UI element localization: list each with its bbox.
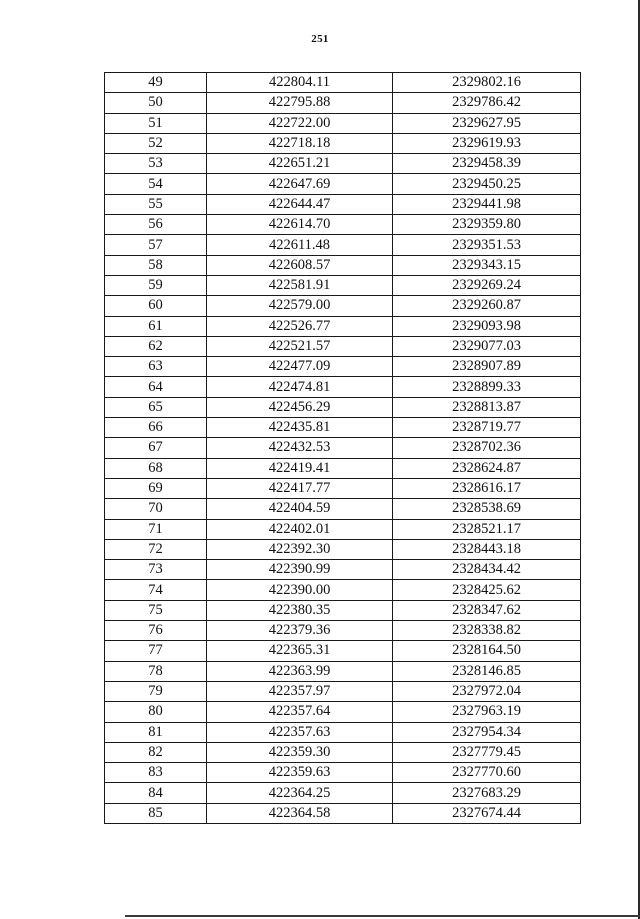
x-coordinate-cell: 422359.30 [207, 742, 393, 762]
point-number-cell: 57 [105, 235, 207, 255]
point-number-cell: 60 [105, 296, 207, 316]
y-coordinate-cell: 2328538.69 [393, 499, 581, 519]
table-row [105, 336, 581, 356]
x-coordinate-cell: 422718.18 [207, 133, 393, 153]
x-coordinate-cell: 422390.99 [207, 560, 393, 580]
point-number-cell: 64 [105, 377, 207, 397]
y-coordinate-cell: 2327972.04 [393, 681, 581, 701]
point-number-cell: 52 [105, 133, 207, 153]
point-number-cell: 70 [105, 499, 207, 519]
y-coordinate-cell: 2328907.89 [393, 357, 581, 377]
point-number-cell: 61 [105, 316, 207, 336]
table-row [105, 275, 581, 295]
point-number-cell: 81 [105, 722, 207, 742]
x-coordinate-cell: 422380.35 [207, 600, 393, 620]
y-coordinate-cell: 2329802.16 [393, 73, 581, 93]
point-number-cell: 78 [105, 661, 207, 681]
x-coordinate-cell: 422364.25 [207, 783, 393, 803]
table-row [105, 722, 581, 742]
table-row [105, 397, 581, 417]
y-coordinate-cell: 2328702.36 [393, 438, 581, 458]
x-coordinate-cell: 422581.91 [207, 275, 393, 295]
table-row [105, 763, 581, 783]
y-coordinate-cell: 2329351.53 [393, 235, 581, 255]
table-row [105, 702, 581, 722]
y-coordinate-cell: 2329786.42 [393, 93, 581, 113]
point-number-cell: 76 [105, 621, 207, 641]
table-row [105, 93, 581, 113]
point-number-cell: 51 [105, 113, 207, 133]
point-number-cell: 62 [105, 336, 207, 356]
x-coordinate-cell: 422359.63 [207, 763, 393, 783]
y-coordinate-cell: 2329627.95 [393, 113, 581, 133]
y-coordinate-cell: 2328719.77 [393, 418, 581, 438]
x-coordinate-cell: 422365.31 [207, 641, 393, 661]
y-coordinate-cell: 2329343.15 [393, 255, 581, 275]
point-number-cell: 79 [105, 681, 207, 701]
x-coordinate-cell: 422402.01 [207, 519, 393, 539]
x-coordinate-cell: 422456.29 [207, 397, 393, 417]
point-number-cell: 65 [105, 397, 207, 417]
x-coordinate-cell: 422722.00 [207, 113, 393, 133]
x-coordinate-cell: 422392.30 [207, 539, 393, 559]
x-coordinate-cell: 422435.81 [207, 418, 393, 438]
y-coordinate-cell: 2328338.82 [393, 621, 581, 641]
y-coordinate-cell: 2328813.87 [393, 397, 581, 417]
point-number-cell: 73 [105, 560, 207, 580]
table-row [105, 803, 581, 823]
point-number-cell: 66 [105, 418, 207, 438]
table-row [105, 255, 581, 275]
scan-edge-bottom [125, 915, 640, 917]
x-coordinate-cell: 422417.77 [207, 478, 393, 498]
y-coordinate-cell: 2328434.42 [393, 560, 581, 580]
x-coordinate-cell: 422364.58 [207, 803, 393, 823]
point-number-cell: 80 [105, 702, 207, 722]
table-row [105, 742, 581, 762]
x-coordinate-cell: 422432.53 [207, 438, 393, 458]
y-coordinate-cell: 2329269.24 [393, 275, 581, 295]
table-row [105, 600, 581, 620]
table-row [105, 539, 581, 559]
y-coordinate-cell: 2328443.18 [393, 539, 581, 559]
x-coordinate-cell: 422579.00 [207, 296, 393, 316]
table-row [105, 519, 581, 539]
table-row [105, 316, 581, 336]
point-number-cell: 74 [105, 580, 207, 600]
y-coordinate-cell: 2328624.87 [393, 458, 581, 478]
x-coordinate-cell: 422357.63 [207, 722, 393, 742]
y-coordinate-cell: 2329441.98 [393, 194, 581, 214]
coordinates-table-body [105, 73, 581, 824]
table-row [105, 438, 581, 458]
y-coordinate-cell: 2328521.17 [393, 519, 581, 539]
point-number-cell: 68 [105, 458, 207, 478]
table-row [105, 580, 581, 600]
x-coordinate-cell: 422474.81 [207, 377, 393, 397]
table-row [105, 641, 581, 661]
y-coordinate-cell: 2327779.45 [393, 742, 581, 762]
table-row [105, 235, 581, 255]
point-number-cell: 71 [105, 519, 207, 539]
x-coordinate-cell: 422357.64 [207, 702, 393, 722]
y-coordinate-cell: 2329260.87 [393, 296, 581, 316]
y-coordinate-cell: 2329359.80 [393, 215, 581, 235]
table-row [105, 458, 581, 478]
x-coordinate-cell: 422611.48 [207, 235, 393, 255]
point-number-cell: 63 [105, 357, 207, 377]
x-coordinate-cell: 422357.97 [207, 681, 393, 701]
y-coordinate-cell: 2328616.17 [393, 478, 581, 498]
point-number-cell: 77 [105, 641, 207, 661]
x-coordinate-cell: 422614.70 [207, 215, 393, 235]
y-coordinate-cell: 2328164.50 [393, 641, 581, 661]
table-row [105, 154, 581, 174]
y-coordinate-cell: 2327770.60 [393, 763, 581, 783]
x-coordinate-cell: 422419.41 [207, 458, 393, 478]
y-coordinate-cell: 2329619.93 [393, 133, 581, 153]
y-coordinate-cell: 2328146.85 [393, 661, 581, 681]
point-number-cell: 50 [105, 93, 207, 113]
x-coordinate-cell: 422608.57 [207, 255, 393, 275]
point-number-cell: 75 [105, 600, 207, 620]
table-row [105, 194, 581, 214]
x-coordinate-cell: 422477.09 [207, 357, 393, 377]
y-coordinate-cell: 2328425.62 [393, 580, 581, 600]
table-row [105, 113, 581, 133]
y-coordinate-cell: 2329458.39 [393, 154, 581, 174]
table-row [105, 783, 581, 803]
table-row [105, 499, 581, 519]
y-coordinate-cell: 2327674.44 [393, 803, 581, 823]
table-row [105, 478, 581, 498]
table-row [105, 377, 581, 397]
coordinates-table [104, 72, 581, 824]
x-coordinate-cell: 422390.00 [207, 580, 393, 600]
y-coordinate-cell: 2328347.62 [393, 600, 581, 620]
y-coordinate-cell: 2327954.34 [393, 722, 581, 742]
x-coordinate-cell: 422526.77 [207, 316, 393, 336]
x-coordinate-cell: 422363.99 [207, 661, 393, 681]
x-coordinate-cell: 422795.88 [207, 93, 393, 113]
y-coordinate-cell: 2329077.03 [393, 336, 581, 356]
point-number-cell: 72 [105, 539, 207, 559]
table-row [105, 73, 581, 93]
point-number-cell: 59 [105, 275, 207, 295]
x-coordinate-cell: 422379.36 [207, 621, 393, 641]
point-number-cell: 53 [105, 154, 207, 174]
point-number-cell: 55 [105, 194, 207, 214]
x-coordinate-cell: 422647.69 [207, 174, 393, 194]
point-number-cell: 85 [105, 803, 207, 823]
x-coordinate-cell: 422651.21 [207, 154, 393, 174]
point-number-cell: 58 [105, 255, 207, 275]
point-number-cell: 84 [105, 783, 207, 803]
table-row [105, 296, 581, 316]
table-row [105, 661, 581, 681]
x-coordinate-cell: 422644.47 [207, 194, 393, 214]
table-row [105, 621, 581, 641]
y-coordinate-cell: 2327683.29 [393, 783, 581, 803]
y-coordinate-cell: 2327963.19 [393, 702, 581, 722]
y-coordinate-cell: 2329450.25 [393, 174, 581, 194]
table-row [105, 215, 581, 235]
table-row [105, 133, 581, 153]
table-row [105, 560, 581, 580]
point-number-cell: 56 [105, 215, 207, 235]
point-number-cell: 67 [105, 438, 207, 458]
y-coordinate-cell: 2329093.98 [393, 316, 581, 336]
point-number-cell: 83 [105, 763, 207, 783]
table-row [105, 357, 581, 377]
point-number-cell: 69 [105, 478, 207, 498]
x-coordinate-cell: 422404.59 [207, 499, 393, 519]
x-coordinate-cell: 422521.57 [207, 336, 393, 356]
point-number-cell: 82 [105, 742, 207, 762]
table-row [105, 681, 581, 701]
table-row [105, 418, 581, 438]
page-number: 251 [311, 33, 329, 45]
y-coordinate-cell: 2328899.33 [393, 377, 581, 397]
x-coordinate-cell: 422804.11 [207, 73, 393, 93]
point-number-cell: 49 [105, 73, 207, 93]
point-number-cell: 54 [105, 174, 207, 194]
table-row [105, 174, 581, 194]
